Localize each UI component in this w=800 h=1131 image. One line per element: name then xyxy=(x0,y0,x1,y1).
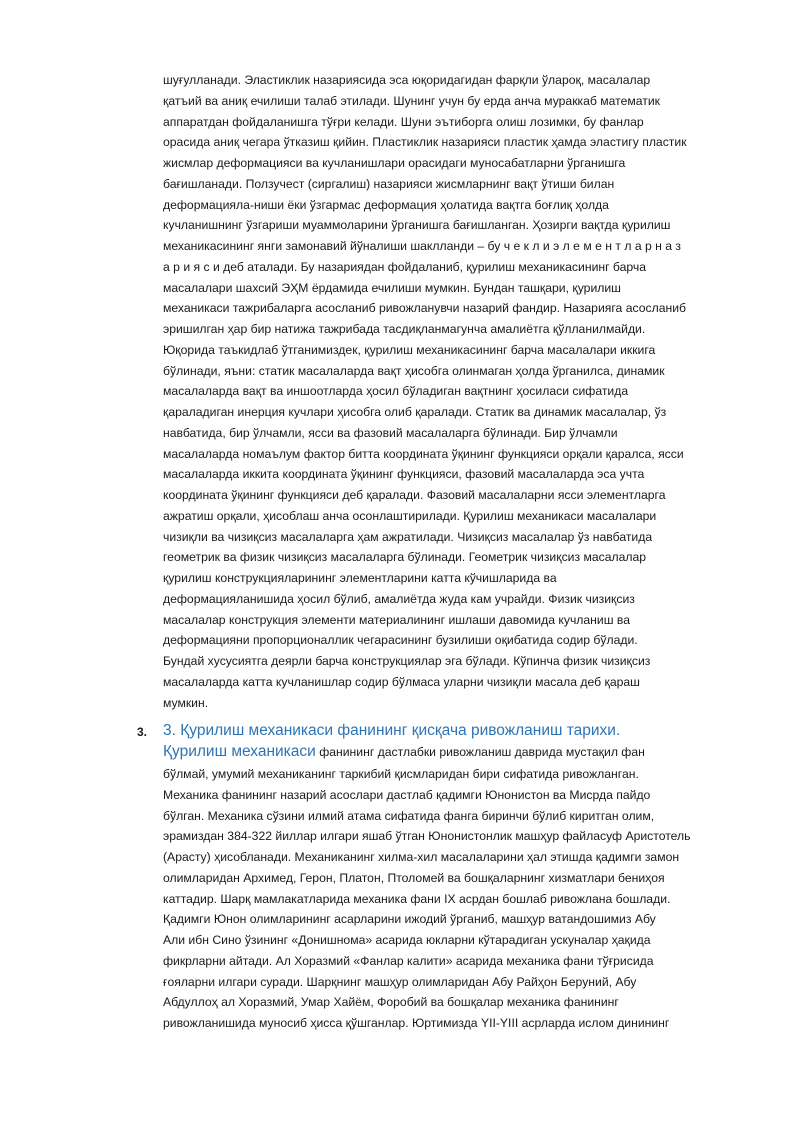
text-line: кучланишнинг ўзгариши муаммоларини ўрганишга бағишланган. Ҳозирги вақтда қурилиш xyxy=(163,218,671,233)
text-line: мумкин. xyxy=(163,695,209,710)
text-line: қурилиш конструкцияларининг элементларини катта кўчишларида ва xyxy=(163,571,557,585)
text-line: деформацияла-ниши ёки ўзгармас деформация ҳолатида вақтга боғлиқ ҳолда xyxy=(163,197,609,212)
text-line: жисмлар деформацияси ва кучланишлари орасидаги муносабатларни ўрганишга xyxy=(163,156,626,170)
text-line: навбатида, бир ўлчамли, ясси ва фазовий масалаларга бўлинади. Бир ўлчамли xyxy=(163,425,618,440)
text-line: ривожланишида муносиб ҳисса қўшганлар. Юртимизда YII-YIII асрларда ислом динининг xyxy=(163,1016,670,1030)
text-line: ғояларни илгари суради. Шарқнинг машҳур олимларидан Абу Райҳон Беруний, Абу xyxy=(163,974,637,989)
text-line: механикасининг янги замонавий йўналиши шаклланди – бу ч е к л и э л е м е н т л а р н а з xyxy=(163,239,682,253)
text-line: деформацияланишида ҳосил бўлиб, амалиётда жуда кам учрайди. Физик чизиқсиз xyxy=(163,591,635,606)
text-line: Юқорида таъкидлаб ўтганимиздек, қурилиш механикасининг барча масалалари иккига xyxy=(163,342,656,357)
text-line: бўлинади, яъни: статик масалаларда вақт ҳисобга олинмаган ҳолда ўрганилса, динамик xyxy=(163,363,665,378)
text-line: геометрик ва физик чизиқсиз масалаларга бўлинади. Геометрик чизиқсиз масалалар xyxy=(163,550,647,565)
section-body xyxy=(163,740,738,1034)
text-line: механикаси тажрибаларга асосланиб ривожланувчи назарий фандир. Назарияга асосланиб xyxy=(163,301,687,316)
text-line: масалалари шахсий ЭҲМ ёрдамида ечилиши мумкин. Бундан ташқари, қурилиш xyxy=(163,280,621,295)
text-line: бўлмай, умумий механиканинг таркибий қисмларидан бири сифатида ривожланган. xyxy=(163,767,639,781)
lead-term-link[interactable]: Қурилиш механикаси xyxy=(163,743,316,760)
text-line: (Арасту) ҳисобланади. Механиканинг хилма-хил масалаларини ҳал этишда қадимги замон xyxy=(163,850,680,864)
text-line: қараладиган инерция кучлари ҳисобга олиб қаралади. Статик ва динамик масалалар, ўз xyxy=(163,405,667,419)
section-lines xyxy=(163,764,738,1034)
first-line-text: фанининг дастлабки ривожланиш даврида мустақил фан xyxy=(315,745,645,759)
text-line: Механика фанининг назарий асослари дастлаб қадимги Юнонистон ва Мисрда пайдо xyxy=(163,787,651,802)
text-line: Бундай хусусиятга деярли барча конструкциялар эга бўлади. Кўпинча физик чизиқсиз xyxy=(163,654,651,668)
text-line: фикрларни айтади. Ал Хоразмий «Фанлар калити» асарида механика фани тўғрисида xyxy=(163,953,654,968)
text-line: каттадир. Шарқ мамлакатларида механика фани IX асрдан бошлаб ривожлана бошлади. xyxy=(163,891,671,906)
text-line: масалаларда иккита координата ўқининг функцияси, фазовий масалаларда эса учта xyxy=(163,467,645,482)
text-line: Қадимги Юнон олимларининг асарларини ижодий ўрганиб, машҳур ватандошимиз Абу xyxy=(163,912,656,927)
section-title: 3. Қурилиш механикаси фанининг қисқача ривожланиш тарихи. xyxy=(163,722,621,739)
text-line: аппаратдан фойдаланишга тўғри келади. Шуни эътиборга олиш лозимки, бу фанлар xyxy=(163,114,644,129)
text-line: масалаларда катта кучланишлар содир бўлмаса уларни чизиқли масала деб қараш xyxy=(163,674,640,689)
text-line: координата ўқининг функцияси деб қаралади. Фазовий масалаларни ясси элементларга xyxy=(163,488,666,502)
text-line: орасида аниқ чегара ўтказиш қийин. Пластиклик назарияси пластик ҳамда эластигу пластик xyxy=(163,135,687,150)
text-line: Абдуллоҳ ал Хоразмий, Умар Хайём, Форобий ва бошқалар механика фанининг xyxy=(163,995,619,1010)
text-line: эрамиздан 384-322 йиллар илгари яшаб ўтган Юнонистонлик машҳур файласуф Аристотель xyxy=(163,829,691,844)
text-line: олимларидан Архимед, Герон, Платон, Птоломей ва бошқаларнинг хизматлари бениҳоя xyxy=(163,870,665,885)
text-line: эришилган ҳар бир натижа тажрибада тасдиқланмагунча амалиётга қўлланилмайди. xyxy=(163,322,646,336)
paragraph-body xyxy=(163,70,738,713)
text-line: деформацияни пропорционаллик чегарасининг бузилиши оқибатида содир бўлади. xyxy=(163,633,638,648)
text-line: Али ибн Сино ўзининг «Донишнома» асарида юкларни кўтарадиган ускуналар ҳақида xyxy=(163,933,651,947)
text-line: қатъий ва аниқ ечилиши талаб этилади. Шунинг учун бу ерда анча мураккаб математик xyxy=(163,93,661,108)
section-first-line xyxy=(163,740,738,764)
text-line: масалалар конструкция элементи материалининг ишлаши давомида кучланиш ва xyxy=(163,612,630,627)
text-line: ажратиш орқали, ҳисоблаш анча осонлаштирилади. Қурилиш механикаси масалалари xyxy=(163,508,657,523)
text-line: бағишланади. Ползучест (сиргалиш) назарияси жисмларнинг вақт ўтиши билан xyxy=(163,176,615,191)
text-line: масалаларда номаълум фактор битта координата ўқининг функцияси орқали қаралса, ясси xyxy=(163,446,684,461)
list-number: 3. xyxy=(137,725,148,739)
text-line: чизиқли ва чизиқсиз масалаларга ҳам ажратилади. Чизиқсиз масалалар ўз навбатида xyxy=(163,529,653,544)
text-line: масалаларда вақт ва иншоотларда ҳосил бўладиган вақтнинг ҳосиласи сифатида xyxy=(163,384,629,399)
text-line: шуғулланади. Эластиклик назариясида эса юқоридагидан фарқли ўлароқ, масалалар xyxy=(163,73,651,87)
text-line: а р и я с и деб аталади. Бу назариядан фойдаланиб, қурилиш механикасининг барча xyxy=(163,259,647,274)
text-line: бўлган. Механика сўзини илмий атама сифатида фанга биринчи бўлиб киритган олим, xyxy=(163,808,655,823)
